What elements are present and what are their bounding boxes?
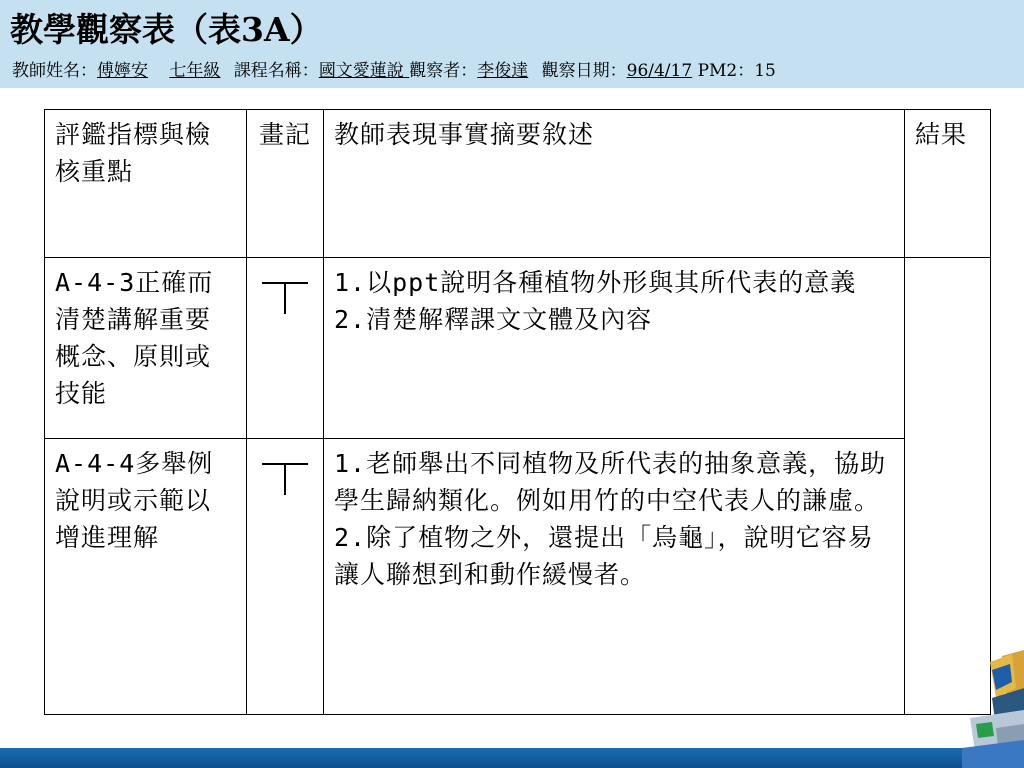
date-label: 觀察日期： [541,61,627,81]
summary-line: 2.清楚解釋課文文體及內容 [334,305,653,334]
date-value: 96/4/17 [626,61,693,81]
observer-name: 李俊達 [477,61,529,81]
header-result: 結果 [905,110,991,258]
teacher-label: 教師姓名： [12,61,97,81]
computer-clipart-icon [962,648,1024,768]
summary-line: 2.除了植物之外，還提出「烏龜」，說明它容易讓人聯想到和動作緩慢者。 [334,523,874,589]
summary-cell [324,439,905,715]
header-indicator: 評鑑指標與檢核重點 [45,110,247,258]
table-header-row [45,110,991,258]
grade: 七年級 [169,61,221,81]
table-row [45,258,991,439]
observer-label: 觀察者： [409,61,478,81]
observation-info [12,56,776,81]
tally-mark-icon [262,280,308,316]
course-name: 國文愛蓮說 [318,61,410,81]
indicator-cell: A-4-4多舉例說明或示範以增進理解 [45,439,247,715]
table-row [45,439,991,715]
tally-cell [247,439,324,715]
page-title: 教學觀察表（表3A） [10,10,323,49]
summary-line: 1.老師舉出不同植物及所代表的抽象意義，協助學生歸納類化。例如用竹的中空代表人的謙虛。 [334,449,887,515]
observation-table [44,109,991,715]
summary-line: 1.以ppt說明各種植物外形與其所代表的意義 [334,268,857,297]
header-tally: 畫記 [247,110,324,258]
course-label: 課程名稱： [233,61,319,81]
summary-cell [324,258,905,439]
tally-mark-icon [262,461,308,497]
result-cell [905,258,991,715]
time-value: PM2：15 [692,61,776,81]
indicator-cell: A-4-3正確而清楚講解重要概念、原則或技能 [45,258,247,439]
teacher-name: 傅嬣安 [97,61,148,81]
bottom-bar [0,748,1024,768]
tally-cell [247,258,324,439]
header-summary: 教師表現事實摘要敘述 [324,110,905,258]
